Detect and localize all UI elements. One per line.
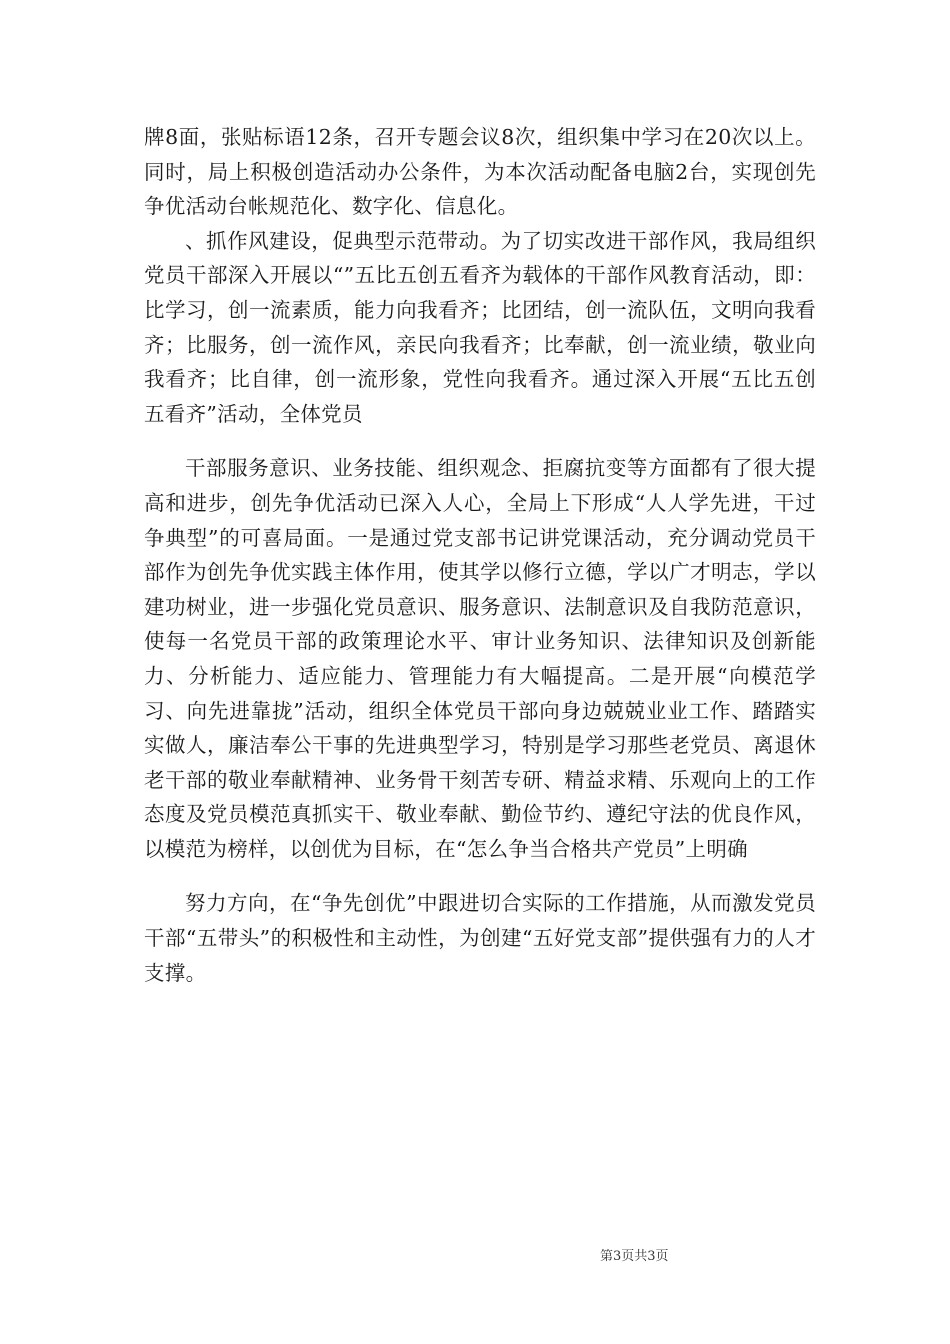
paragraph-cadre-service: 干部服务意识、业务技能、组织观念、拒腐抗变等方面都有了很大提高和进步，创先争优活动已深入人心，全局上下形成“人人学先进，干过争典型”的可喜局面。一是通过党支部书记讲党课活动，充分调动党员干部作为创先争优实践主体作用，使其学以修行立德，学以广才明志，学以建功树业，进一步强化党员意识、服务意识、法制意识及自我防范意识，使每一名党员干部的政策理论水平、审计业务知识、法律知识及创新能力、分析能力、适应能力、管理能力有大幅提高。二是开展“向模范学习、向先进靠拢”活动，组织全体党员干部向身边兢兢业业工作、踏踏实实做人，廉洁奉公干事的先进典型学习，特别是学习那些老党员、离退休老干部的敬业奉献精神、业务骨干刻苦专研、精益求精、乐观向上的工作态度及党员模范真抓实干、敬业奉献、勤俭节约、遵纪守法的优良作风，以模范为榜样，以创优为目标，在“怎么争当合格共产党员”上明确 — [144, 456, 816, 861]
paragraph-continuation: 牌8面，张贴标语12条，召开专题会议8次，组织集中学习在20次以上。同时，局上积极创造活动办公条件，为本次活动配备电脑2台，实现创先争优活动台帐规范化、数字化、信息化。 — [144, 125, 816, 219]
page-number-footer: 第3页共3页 — [600, 1249, 669, 1264]
document-body — [144, 120, 816, 990]
paragraph-work-style: 、抓作风建设，促典型示范带动。为了切实改进干部作风，我局组织党员干部深入开展以“”五比五创五看齐为载体的干部作风教育活动，即：比学习，创一流素质，能力向我看齐；比团结，创一流队伍，文明向我看齐；比服务，创一流作风，亲民向我看齐；比奉献，创一流业绩，敬业向我看齐；比自律，创一流形象，党性向我看齐。通过深入开展“五比五创五看齐”活动，全体党员 — [144, 228, 816, 426]
paragraph-direction: 努力方向，在“争先创优”中跟进切合实际的工作措施，从而激发党员干部“五带头”的积极性和主动性，为创建“五好党支部”提供强有力的人才支撑。 — [144, 891, 816, 985]
